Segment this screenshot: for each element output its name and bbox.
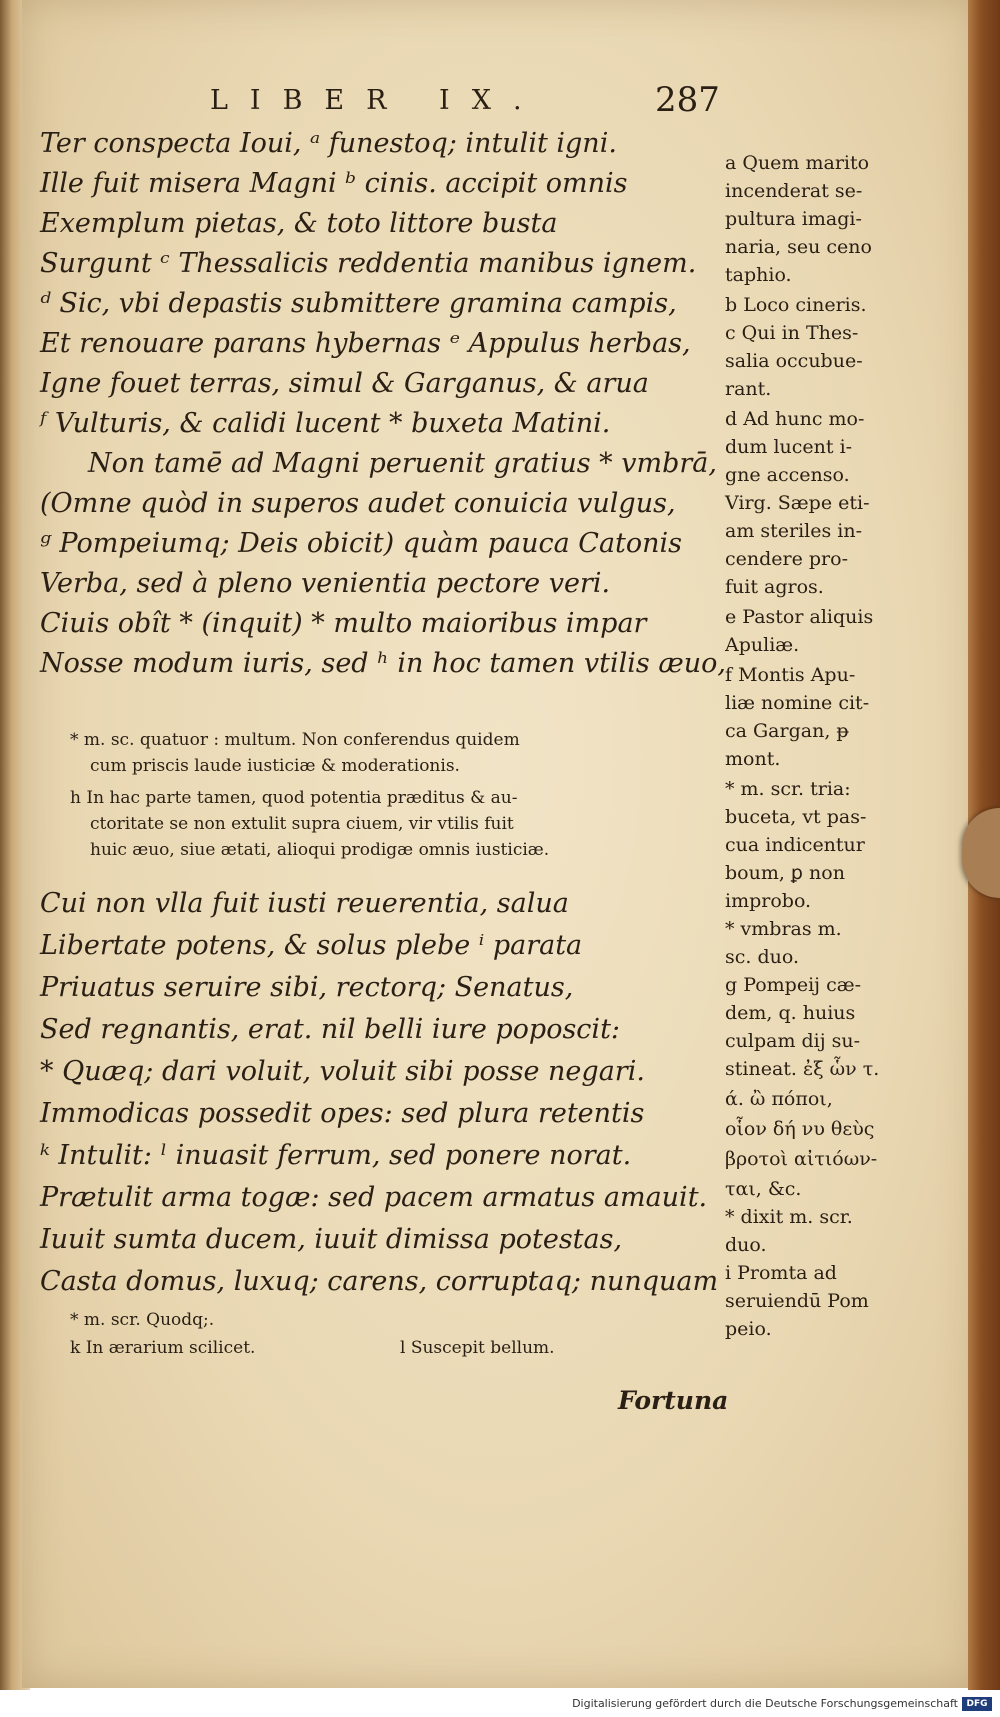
margin-note-line: a Quem marito [725, 152, 870, 174]
margin-note-line: ά. ὢ πόποι, [725, 1088, 833, 1110]
margin-note-line: improbo. [725, 890, 812, 912]
verse-line: Nosse modum iuris, sed ʰ in hoc tamen vtilis æuo, [40, 648, 726, 679]
margin-note-line: duo. [725, 1234, 767, 1256]
margin-note-line: culpam dij su- [725, 1030, 861, 1052]
margin-note-line: dum lucent i- [725, 436, 853, 458]
margin-note-line: boum, ꝑ non [725, 862, 845, 884]
margin-note-line: Virg. Sæpe eti- [725, 492, 870, 514]
verse-line: ᵈ Sic, vbi depastis submittere gramina campis, [40, 288, 677, 319]
margin-note-line: stineat. ἐξ ὧν τ. [725, 1058, 880, 1080]
margin-note-line: i Promta ad [725, 1262, 837, 1284]
margin-note-line: * vmbras m. [725, 918, 842, 940]
footnote-line: * m. sc. quatuor : multum. Non conferendus quidem [70, 730, 520, 750]
margin-note-line: * m. scr. tria: [725, 778, 851, 800]
verse-line: Prætulit arma togæ: sed pacem armatus amauit. [40, 1182, 708, 1213]
margin-note-line: pultura imagi- [725, 208, 862, 230]
page-number: 287 [655, 80, 720, 120]
footnote-line: * m. scr. Quodq;. [70, 1310, 215, 1330]
footnote-line: h In hac parte tamen, quod potentia præditus & au- [70, 788, 518, 808]
margin-note-line: Apuliæ. [725, 634, 800, 656]
margin-note-line: * dixit m. scr. [725, 1206, 853, 1228]
footnote-line: huic æuo, siue ætati, alioqui prodigæ omnis iusticiæ. [90, 840, 550, 860]
verse-line: Ciuis obît * (inquit) * multo maioribus impar [40, 608, 647, 639]
margin-note-line: b Loco cineris. [725, 294, 867, 316]
verse-line: Casta domus, luxuq; carens, corruptaq; nunquam [40, 1266, 719, 1297]
verse-line: Priuatus seruire sibi, rectorq; Senatus, [40, 972, 574, 1003]
margin-note-line: dem, q. huius [725, 1002, 856, 1024]
verse-line: * Quæq; dari voluit, voluit sibi posse negari. [40, 1056, 645, 1087]
margin-note-line: mont. [725, 748, 781, 770]
running-head: LIBER IX. [210, 85, 544, 116]
margin-note-line: βροτοὶ αἰτιόων- [725, 1148, 878, 1170]
verse-line: Exemplum pietas, & toto littore busta [40, 208, 558, 239]
margin-note-line: g Pompeij cæ- [725, 974, 862, 996]
verse-line: Surgunt ᶜ Thessalicis reddentia manibus ignem. [40, 248, 697, 279]
margin-note-line: e Pastor aliquis [725, 606, 874, 628]
verse-line: Non tamē ad Magni peruenit gratius * vmbrā, [88, 448, 717, 479]
verse-line: Ille fuit misera Magni ᵇ cinis. accipit omnis [40, 168, 628, 199]
dfg-logo: DFG [962, 1697, 992, 1711]
margin-note-line: salia occubue- [725, 350, 863, 372]
margin-note-line: f Montis Apu- [725, 664, 856, 686]
verse-line: Immodicas possedit opes: sed plura retentis [40, 1098, 645, 1129]
catchword: Fortuna [618, 1386, 729, 1415]
verse-line: Iuuit sumta ducem, iuuit dimissa potestas, [40, 1224, 623, 1255]
verse-line: Ter conspecta Ioui, ᵃ funestoq; intulit igni. [40, 128, 617, 159]
margin-note-line: seruiendū Pom [725, 1290, 869, 1312]
margin-note-line: cua indicentur [725, 834, 865, 856]
margin-note-line: incenderat se- [725, 180, 863, 202]
verse-line: Sed regnantis, erat. nil belli iure poposcit: [40, 1014, 621, 1045]
verse-line: ᶠ Vulturis, & calidi lucent * buxeta Matini. [40, 408, 611, 439]
margin-note-line: sc. duo. [725, 946, 800, 968]
funding-credit: Digitalisierung gefördert durch die Deutsche Forschungsgemeinschaft [572, 1697, 958, 1710]
margin-note-line: ca Gargan, ᵽ [725, 720, 849, 742]
verse-line: ᵍ Pompeiumq; Deis obicit) quàm pauca Catonis [40, 528, 683, 559]
margin-note-line: c Qui in Thes- [725, 322, 859, 344]
verse-line: Libertate potens, & solus plebe ⁱ parata [40, 930, 583, 961]
verse-line: ᵏ Intulit: ˡ inuasit ferrum, sed ponere norat. [40, 1140, 632, 1171]
margin-note-line: οἷον δή νυ θεὺς [725, 1118, 875, 1140]
margin-note-line: buceta, vt pas- [725, 806, 867, 828]
verse-line: Igne fouet terras, simul & Garganus, & arua [40, 368, 649, 399]
margin-note-line: naria, seu ceno [725, 236, 872, 258]
verse-line: Et renouare parans hybernas ᵉ Appulus herbas, [40, 328, 691, 359]
margin-note-line: peio. [725, 1318, 772, 1340]
footnote-line: l Suscepit bellum. [400, 1338, 555, 1358]
footnote-line: k In ærarium scilicet. [70, 1338, 256, 1358]
footnote-line: ctoritate se non extulit supra ciuem, vir vtilis fuit [90, 814, 514, 834]
footnote-line: cum priscis laude iusticiæ & moderationis. [90, 756, 460, 776]
margin-note-line: fuit agros. [725, 576, 824, 598]
margin-note-line: rant. [725, 378, 772, 400]
margin-note-line: gne accenso. [725, 464, 850, 486]
verse-line: Verba, sed à pleno venientia pectore veri. [40, 568, 611, 599]
margin-note-line: taphio. [725, 264, 792, 286]
margin-note-line: ται, &c. [725, 1178, 802, 1200]
margin-note-line: am steriles in- [725, 520, 863, 542]
verse-line: (Omne quòd in superos audet conuicia vulgus, [40, 488, 676, 519]
margin-note-line: d Ad hunc mo- [725, 408, 865, 430]
verse-line: Cui non vlla fuit iusti reuerentia, salua [40, 888, 569, 919]
margin-note-line: cendere pro- [725, 548, 848, 570]
margin-note-line: liæ nomine cit- [725, 692, 870, 714]
